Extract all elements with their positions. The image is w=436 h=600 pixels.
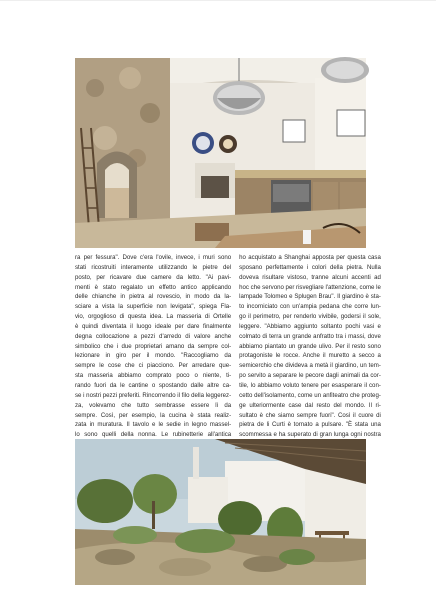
text-line: stati ricostruiti interamente utilizzando le pietre del: [75, 263, 232, 271]
text-line: è quindi diventata il luogo ideale per dare finalmente: [75, 322, 232, 330]
text-line: ho acquistato a Shanghai apposta per questa casa: [239, 254, 381, 261]
text-line: doveva risultare vistoso, tranne alcuni accenti ad: [239, 273, 381, 281]
text-line: protagoniste le rocce. Anche il muretto a secco a: [239, 352, 381, 360]
text-line: go il perimetro, per renderlo vivibile, godersi il sole,: [239, 313, 381, 321]
text-line: sposano perfettamente i colori della pietra. Nulla: [239, 263, 381, 271]
text-line: delle chianche in pietra al rovescio, in modo da la-: [75, 293, 232, 301]
article-body: [75, 253, 381, 439]
text-line: sempre. Così, per esempio, la cucina è stata realiz-: [75, 411, 232, 419]
garden-photo: [75, 439, 366, 585]
text-line: po servito a separare le pecore dagli animali da cor-: [239, 372, 381, 380]
text-line: cetto dell'isolamento, come un anfiteatro che proteg-: [239, 391, 381, 399]
text-line: lo sono quelli della nonna. Le rubinetterie all'antica: [75, 431, 232, 439]
text-line: semicerchio che divideva a metà il giardino, un tem-: [239, 362, 381, 370]
text-line: to incorniciato con un'ampia pedana che corre lun-: [239, 303, 381, 311]
text-line: scommessa e ha superato di gran lunga ogni nostra: [239, 431, 381, 439]
text-line: leggere. "Abbiamo aggiunto soltanto pochi vasi e: [239, 322, 381, 330]
text-line: sciare a vista la superficie non levigata", spiega Fla-: [75, 303, 232, 311]
text-line: colmato di terra un grande anfratto tra i massi, dove: [239, 332, 381, 340]
text-line: za, volevamo che tutto sembrasse essere lì da: [75, 401, 232, 409]
text-line: rando fuori da le cantine o spostando dalle altre ca-: [75, 381, 232, 389]
article-column-1: [75, 253, 232, 439]
text-line: degna collocazione a pezzi d'arredo di valore anche: [75, 332, 232, 340]
garden-illustration: [75, 439, 366, 585]
text-line: sultato è che siamo sempre fuori". Così il cuore di: [239, 411, 381, 419]
text-line: posto, per ricavare due camere da letto. "Ai pavi-: [75, 273, 232, 281]
text-line: tile, lo abbiamo voluto tenere per esasperare il con-: [239, 381, 381, 389]
text-line: hoc che servono per risvegliare l'attenzione, come le: [239, 283, 381, 291]
text-line: ge ulteriormente case dal resto del mondo. Il ri-: [239, 401, 381, 409]
text-line: sta masseria abbiamo comprato poco o niente, ti-: [75, 372, 232, 380]
text-line: zata in muratura. Il tavolo e le sedie in legno massel-: [75, 421, 232, 429]
text-line: menti è stato regalato un effetto antico applicando: [75, 283, 232, 291]
kitchen-illustration: [75, 58, 366, 248]
text-line: pietra de li Curti è tornato a pulsare. "È stata una: [239, 421, 381, 429]
text-line: lampade Tolomeo e Splugen Brau". Il giardino è sta-: [239, 293, 381, 301]
text-line: abbiamo piantato un grande ulivo. Per il resto sono: [239, 342, 381, 350]
text-line: simbolico che i due proprietari amano da sempre col-: [75, 342, 232, 350]
text-line: vio, orgoglioso di questa idea. La masseria di Ortelle: [75, 313, 232, 321]
kitchen-photo: [75, 58, 366, 248]
text-line: lezionare in giro per il mondo. "Raccogliamo da: [75, 352, 232, 360]
text-line: se i nostri pezzi preferiti. Rincorrendo il filo della leggerez-: [75, 391, 232, 399]
text-line: sempre le cose che ci piacciono. Per arredare que-: [75, 362, 232, 370]
article-column-2: [239, 253, 381, 439]
text-line: ra per fessura". Dove c'era l'ovile, invece, i muri sono: [75, 254, 232, 261]
